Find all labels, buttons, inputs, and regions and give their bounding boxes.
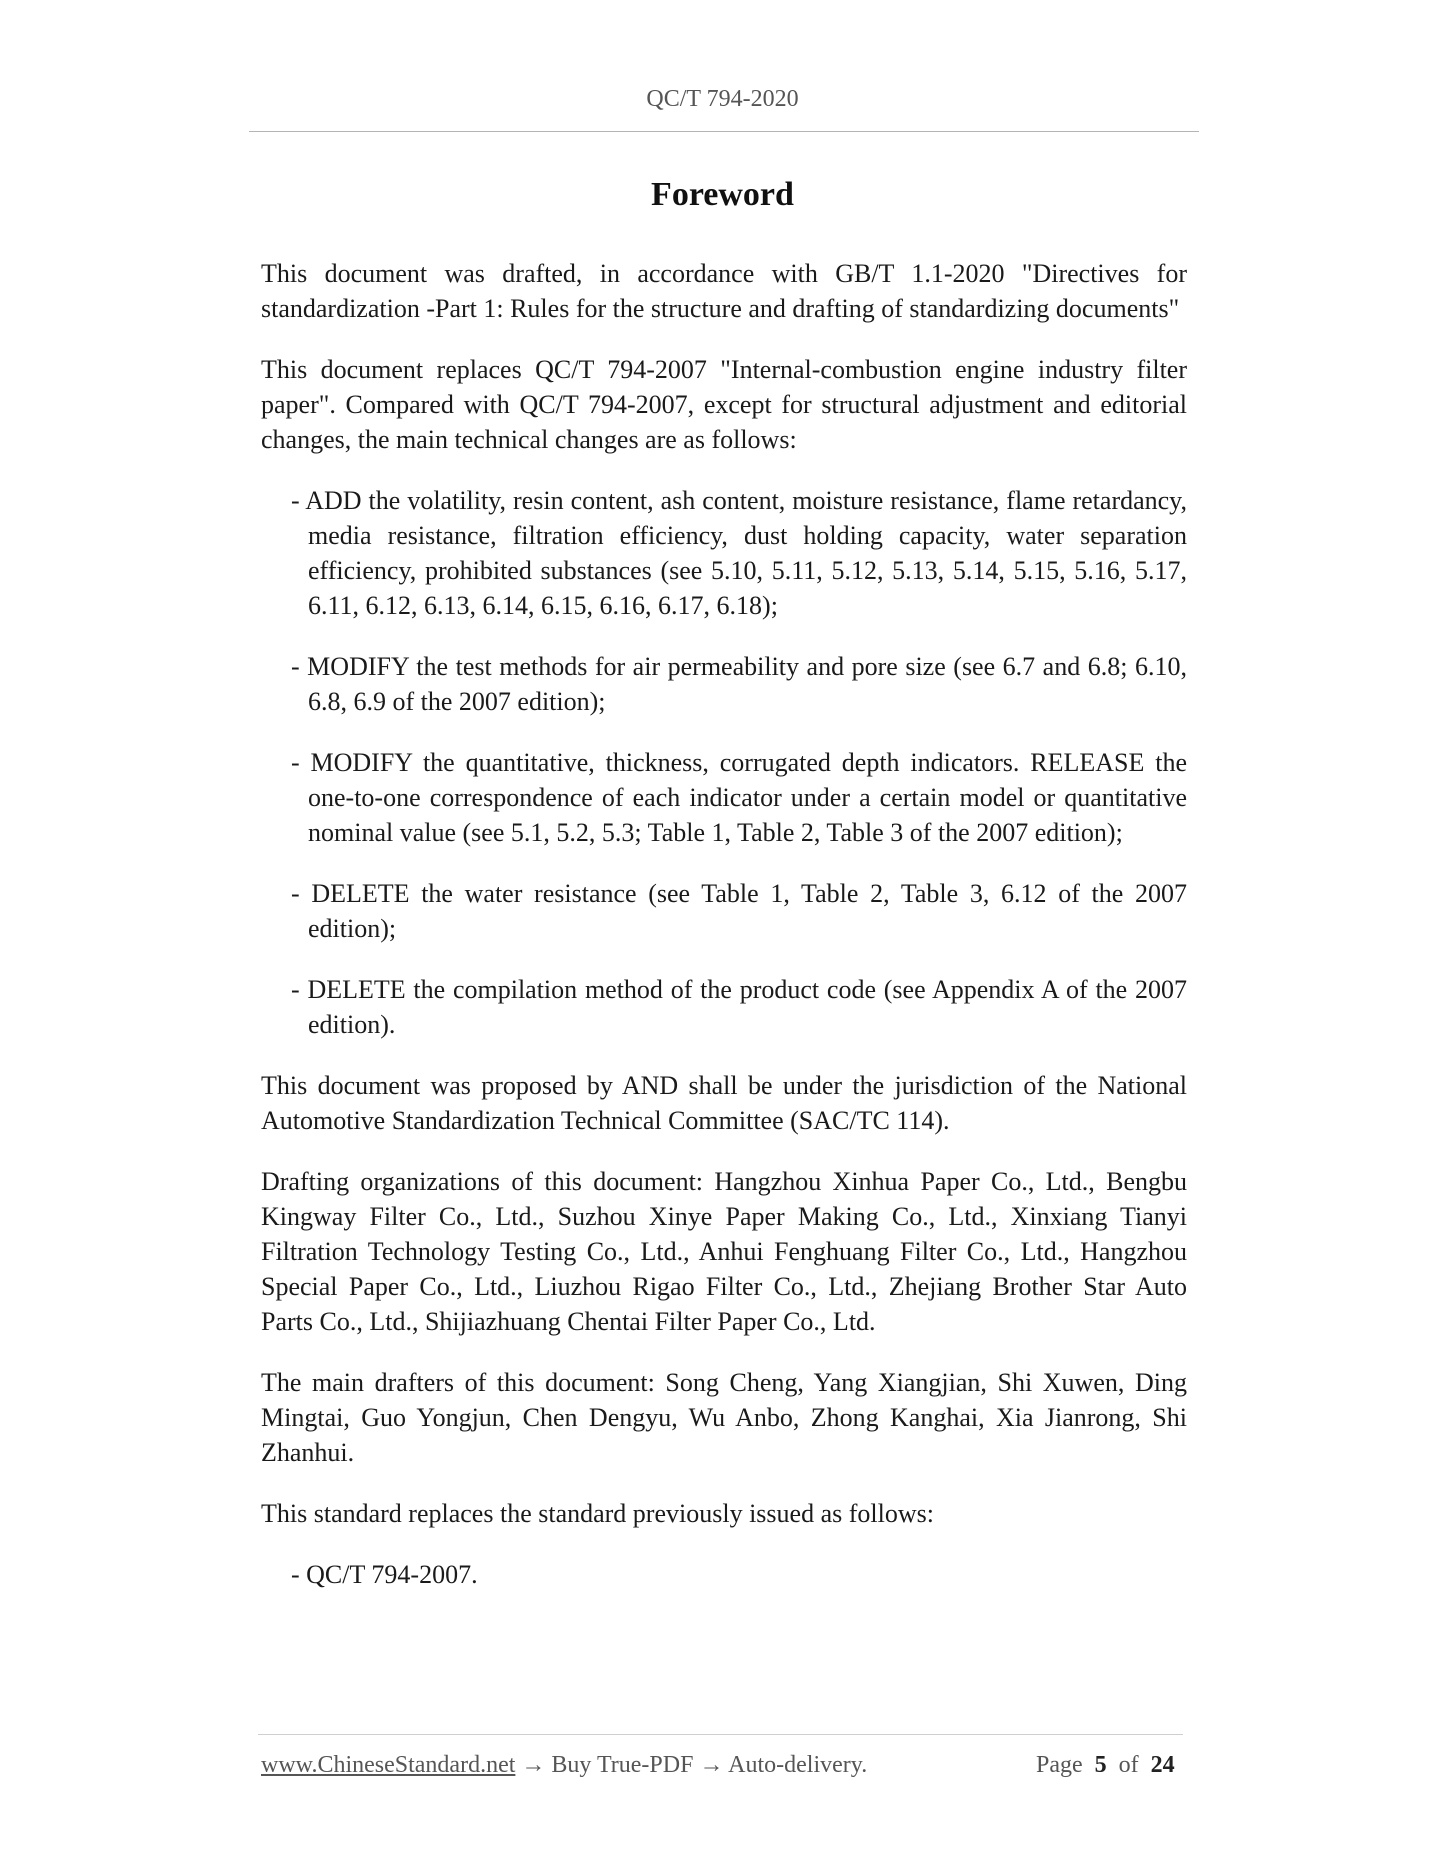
running-header: QC/T 794-2020 <box>646 86 799 112</box>
jurisdiction-paragraph: This document was proposed by AND shall be under the jurisdiction of the National Automotive Standardization Technical Committee (SAC/TC 114). <box>261 1071 1187 1135</box>
current-page-number: 5 <box>1094 1752 1107 1778</box>
drafting-rules-paragraph: This document was drafted, in accordance with GB/T 1.1-2020 "Directives for standardization -Part 1: Rules for the structure and drafting of standardizing documents" <box>261 259 1187 323</box>
drafters-paragraph: The main drafters of this document: Song Cheng, Yang Xiangjian, Shi Xuwen, Ding Mingtai, Guo Yongjun, Chen Dengyu, Wu Anbo, Zhong Kanghai, Xia Jianrong, Shi Zhanhui. <box>261 1368 1187 1467</box>
of-label: of <box>1118 1752 1139 1778</box>
site-link[interactable]: www.ChineseStandard.net <box>261 1752 516 1778</box>
change-item-modify-test-methods: - MODIFY the test methods for air permeability and pore size (see 6.7 and 6.8; 6.10, 6.8, 6.9 of the 2007 edition); <box>291 652 1187 716</box>
page-title: Foreword <box>651 176 794 213</box>
previous-edition-item: - QC/T 794-2007. <box>291 1560 478 1589</box>
footer-promo <box>261 1752 867 1779</box>
change-item-delete-product-code: - DELETE the compilation method of the product code (see Appendix A of the 2007 edition). <box>291 975 1187 1039</box>
change-item-delete-water-resistance: - DELETE the water resistance (see Table 1, Table 2, Table 3, 6.12 of the 2007 edition); <box>291 879 1187 943</box>
foreword-body <box>261 256 1187 1618</box>
page-label: Page <box>1036 1752 1083 1778</box>
arrow-icon: → <box>699 1752 724 1778</box>
previous-standard-paragraph: This standard replaces the standard previously issued as follows: <box>261 1499 934 1528</box>
auto-delivery-text: Auto-delivery. <box>728 1752 868 1778</box>
header-divider <box>249 131 1199 132</box>
footer-divider <box>258 1734 1183 1735</box>
page-indicator <box>1036 1752 1175 1779</box>
change-item-add: - ADD the volatility, resin content, ash content, moisture resistance, flame retardancy, media resistance, filtration efficiency, dust holding capacity, water separation efficiency, prohibited substances (see 5.10, 5.11, 5.12, 5.13, 5.14, 5.15, 5.16, 5.17, 6.11, 6.12, 6.13, 6.14, 6.15, 6.16, 6.17, 6.18); <box>291 486 1187 620</box>
arrow-icon: → <box>521 1752 546 1778</box>
replacement-paragraph: This document replaces QC/T 794-2007 "Internal-combustion engine industry filter paper". Compared with QC/T 794-2007, except for structural adjustment and editorial changes, the main technical changes are as follows: <box>261 355 1187 454</box>
buy-pdf-text: Buy True-PDF <box>551 1752 694 1778</box>
drafting-organizations-paragraph: Drafting organizations of this document: Hangzhou Xinhua Paper Co., Ltd., Bengbu Kingway Filter Co., Ltd., Suzhou Xinye Paper Making Co., Ltd., Xinxiang Tianyi Filtration Technology Testing Co., Ltd., Anhui Fenghuang Filter Co., Ltd., Hangzhou Special Paper Co., Ltd., Liuzhou Rigao Filter Co., Ltd., Zhejiang Brother Star Auto Parts Co., Ltd., Shijiazhuang Chentai Filter Paper Co., Ltd. <box>261 1167 1187 1336</box>
total-pages-number: 24 <box>1150 1752 1175 1778</box>
change-item-modify-indicators: - MODIFY the quantitative, thickness, corrugated depth indicators. RELEASE the one-to-one correspondence of each indicator under a certain model or quantitative nominal value (see 5.1, 5.2, 5.3; Table 1, Table 2, Table 3 of the 2007 edition); <box>291 748 1187 847</box>
